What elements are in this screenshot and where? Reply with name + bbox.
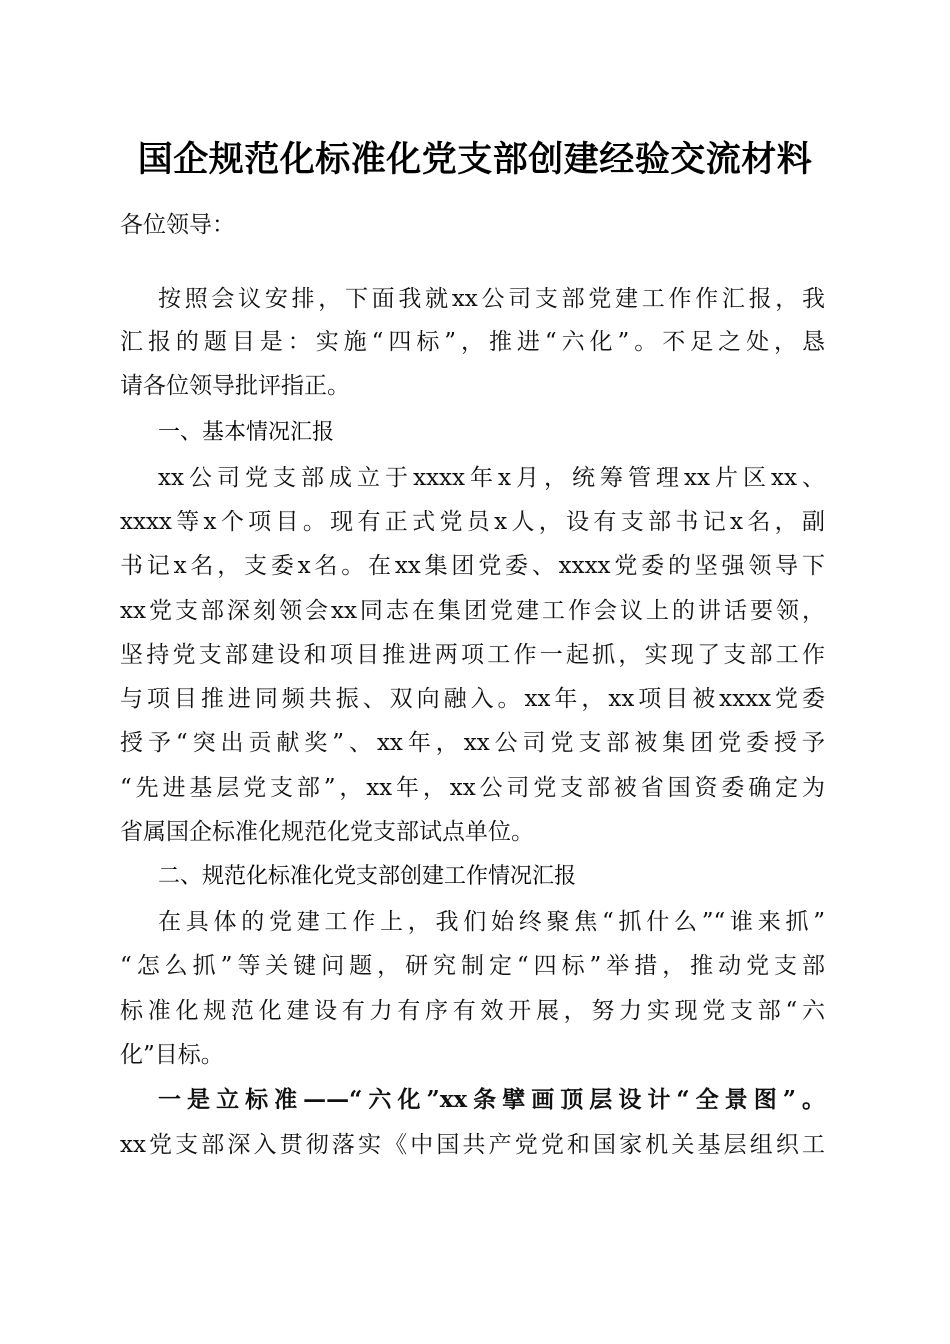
intro-line-1: 按照会议安排，下面我就xx公司支部党建工作作汇报，我: [158, 286, 825, 312]
intro-line-2: 汇报的题目是：实施“四标”，推进“六化”。不足之处，恳: [120, 329, 825, 355]
salutation: 各位领导：: [120, 212, 235, 238]
document-title: 国企规范化标准化党支部创建经验交流材料: [137, 140, 813, 180]
subsection-heading-standards: 一是立标准——“六化”xx条擘画顶层设计“全景图”。: [158, 1086, 825, 1113]
section1-line-8: “先进基层党支部”，xx年，xx公司党支部被省国资委确定为: [120, 775, 825, 801]
section1-line-1: xx公司党支部成立于xxxx年x月，统筹管理xx片区xx、: [158, 465, 825, 491]
section1-line-7: 授予“突出贡献奖”、xx年，xx公司党支部被集团党委授予: [120, 730, 825, 756]
subsection1-line-1: xx党支部深入贯彻落实《中国共产党党和国家机关基层组织工: [120, 1132, 825, 1158]
section2-line-2: “怎么抓”等关键问题，研究制定“四标”举措，推动党支部: [120, 953, 825, 979]
section1-line-3: 书记x名，支委x名。在xx集团党委、xxxx党委的坚强领导下: [120, 553, 825, 579]
section1-line-9: 省属国企标准化规范化党支部试点单位。: [120, 819, 534, 845]
section1-line-6: 与项目推进同频共振、双向融入。xx年，xx项目被xxxx党委: [120, 686, 825, 712]
section1-line-2: xxxx等x个项目。现有正式党员x人，设有支部书记x名，副: [120, 509, 825, 535]
section1-line-4: xx党支部深刻领会xx同志在集团党建工作会议上的讲话要领，: [120, 598, 825, 624]
section-heading-standardization: 二、规范化标准化党支部创建工作情况汇报: [158, 864, 577, 889]
section2-line-3: 标准化规范化建设有力有序有效开展，努力实现党支部“六: [120, 998, 825, 1024]
section1-line-5: 坚持党支部建设和项目推进两项工作一起抓，实现了支部工作: [120, 642, 825, 668]
section2-line-4: 化”目标。: [120, 1042, 224, 1068]
intro-line-3: 请各位领导批评指正。: [120, 373, 350, 399]
section-heading-basic: 一、基本情况汇报: [158, 420, 335, 445]
section2-line-1: 在具体的党建工作上，我们始终聚焦“抓什么”“谁来抓”: [158, 909, 825, 935]
